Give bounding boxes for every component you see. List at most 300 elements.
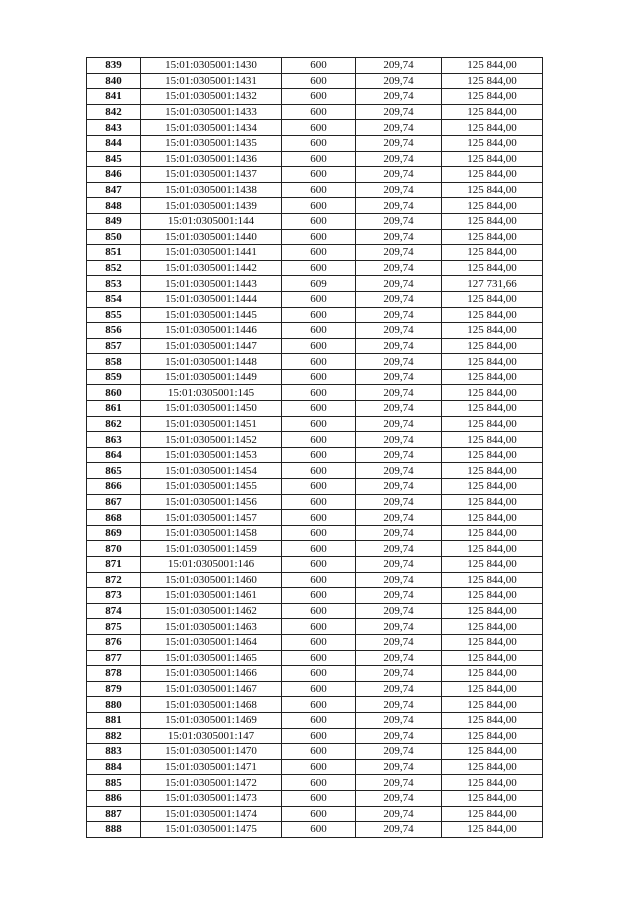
row-number-cell: 876 xyxy=(87,634,141,650)
rate-cell: 209,74 xyxy=(356,650,442,666)
cadastral-number-cell: 15:01:0305001:1462 xyxy=(141,603,282,619)
table-row xyxy=(87,354,543,370)
row-number-cell: 863 xyxy=(87,432,141,448)
amount-cell: 125 844,00 xyxy=(442,369,543,385)
table-row xyxy=(87,432,543,448)
table-row xyxy=(87,479,543,495)
rate-cell: 209,74 xyxy=(356,479,442,495)
row-number-cell: 870 xyxy=(87,541,141,557)
area-cell: 600 xyxy=(282,463,356,479)
table-row xyxy=(87,494,543,510)
row-number-cell: 845 xyxy=(87,151,141,167)
rate-cell: 209,74 xyxy=(356,135,442,151)
rate-cell: 209,74 xyxy=(356,416,442,432)
area-cell: 600 xyxy=(282,385,356,401)
row-number-cell: 850 xyxy=(87,229,141,245)
row-number-cell: 879 xyxy=(87,681,141,697)
cadastral-number-cell: 15:01:0305001:1441 xyxy=(141,245,282,261)
amount-cell: 125 844,00 xyxy=(442,354,543,370)
row-number-cell: 847 xyxy=(87,182,141,198)
amount-cell: 125 844,00 xyxy=(442,479,543,495)
rate-cell: 209,74 xyxy=(356,634,442,650)
rate-cell: 209,74 xyxy=(356,167,442,183)
table-row xyxy=(87,525,543,541)
rate-cell: 209,74 xyxy=(356,307,442,323)
cadastral-number-cell: 15:01:0305001:1452 xyxy=(141,432,282,448)
amount-cell: 125 844,00 xyxy=(442,401,543,417)
rate-cell: 209,74 xyxy=(356,120,442,136)
row-number-cell: 878 xyxy=(87,666,141,682)
row-number-cell: 864 xyxy=(87,447,141,463)
cadastral-number-cell: 15:01:0305001:1436 xyxy=(141,151,282,167)
cadastral-number-cell: 15:01:0305001:1458 xyxy=(141,525,282,541)
amount-cell: 125 844,00 xyxy=(442,323,543,339)
row-number-cell: 846 xyxy=(87,167,141,183)
area-cell: 600 xyxy=(282,307,356,323)
cadastral-number-cell: 15:01:0305001:1463 xyxy=(141,619,282,635)
cadastral-number-cell: 15:01:0305001:1453 xyxy=(141,447,282,463)
table-row xyxy=(87,245,543,261)
table-row xyxy=(87,822,543,838)
amount-cell: 125 844,00 xyxy=(442,260,543,276)
row-number-cell: 860 xyxy=(87,385,141,401)
amount-cell: 125 844,00 xyxy=(442,634,543,650)
cadastral-number-cell: 15:01:0305001:1431 xyxy=(141,73,282,89)
rate-cell: 209,74 xyxy=(356,666,442,682)
table-row xyxy=(87,775,543,791)
cadastral-number-cell: 15:01:0305001:1454 xyxy=(141,463,282,479)
amount-cell: 125 844,00 xyxy=(442,712,543,728)
row-number-cell: 880 xyxy=(87,697,141,713)
row-number-cell: 887 xyxy=(87,806,141,822)
cadastral-number-cell: 15:01:0305001:1472 xyxy=(141,775,282,791)
amount-cell: 125 844,00 xyxy=(442,213,543,229)
row-number-cell: 881 xyxy=(87,712,141,728)
cadastral-number-cell: 15:01:0305001:1437 xyxy=(141,167,282,183)
rate-cell: 209,74 xyxy=(356,276,442,292)
table-row xyxy=(87,323,543,339)
rate-cell: 209,74 xyxy=(356,385,442,401)
amount-cell: 125 844,00 xyxy=(442,385,543,401)
row-number-cell: 861 xyxy=(87,401,141,417)
table-row xyxy=(87,557,543,573)
row-number-cell: 859 xyxy=(87,369,141,385)
row-number-cell: 848 xyxy=(87,198,141,214)
table-row xyxy=(87,120,543,136)
cadastral-number-cell: 15:01:0305001:1443 xyxy=(141,276,282,292)
rate-cell: 209,74 xyxy=(356,744,442,760)
area-cell: 600 xyxy=(282,58,356,74)
row-number-cell: 855 xyxy=(87,307,141,323)
cadastral-number-cell: 15:01:0305001:1446 xyxy=(141,323,282,339)
cadastral-number-cell: 15:01:0305001:1475 xyxy=(141,822,282,838)
rate-cell: 209,74 xyxy=(356,775,442,791)
area-cell: 600 xyxy=(282,338,356,354)
rate-cell: 209,74 xyxy=(356,245,442,261)
row-number-cell: 868 xyxy=(87,510,141,526)
amount-cell: 125 844,00 xyxy=(442,494,543,510)
rate-cell: 209,74 xyxy=(356,104,442,120)
cadastral-number-cell: 15:01:0305001:1461 xyxy=(141,588,282,604)
table-row xyxy=(87,572,543,588)
row-number-cell: 851 xyxy=(87,245,141,261)
row-number-cell: 852 xyxy=(87,260,141,276)
row-number-cell: 886 xyxy=(87,790,141,806)
cadastral-number-cell: 15:01:0305001:1438 xyxy=(141,182,282,198)
rate-cell: 209,74 xyxy=(356,58,442,74)
area-cell: 600 xyxy=(282,104,356,120)
amount-cell: 125 844,00 xyxy=(442,463,543,479)
area-cell: 600 xyxy=(282,744,356,760)
row-number-cell: 869 xyxy=(87,525,141,541)
rate-cell: 209,74 xyxy=(356,463,442,479)
table-row xyxy=(87,58,543,74)
rate-cell: 209,74 xyxy=(356,369,442,385)
amount-cell: 125 844,00 xyxy=(442,775,543,791)
area-cell: 600 xyxy=(282,447,356,463)
cadastral-number-cell: 15:01:0305001:1442 xyxy=(141,260,282,276)
amount-cell: 125 844,00 xyxy=(442,650,543,666)
cadastral-number-cell: 15:01:0305001:144 xyxy=(141,213,282,229)
row-number-cell: 853 xyxy=(87,276,141,292)
amount-cell: 125 844,00 xyxy=(442,198,543,214)
amount-cell: 125 844,00 xyxy=(442,307,543,323)
rate-cell: 209,74 xyxy=(356,790,442,806)
table-row xyxy=(87,338,543,354)
area-cell: 600 xyxy=(282,525,356,541)
cadastral-number-cell: 15:01:0305001:1455 xyxy=(141,479,282,495)
amount-cell: 125 844,00 xyxy=(442,104,543,120)
row-number-cell: 871 xyxy=(87,557,141,573)
amount-cell: 125 844,00 xyxy=(442,229,543,245)
table-row xyxy=(87,650,543,666)
cadastral-number-cell: 15:01:0305001:1467 xyxy=(141,681,282,697)
table-row xyxy=(87,790,543,806)
rate-cell: 209,74 xyxy=(356,432,442,448)
cadastral-number-cell: 15:01:0305001:1433 xyxy=(141,104,282,120)
table-row xyxy=(87,167,543,183)
amount-cell: 125 844,00 xyxy=(442,557,543,573)
area-cell: 600 xyxy=(282,198,356,214)
table-row xyxy=(87,588,543,604)
rate-cell: 209,74 xyxy=(356,510,442,526)
rate-cell: 209,74 xyxy=(356,494,442,510)
row-number-cell: 841 xyxy=(87,89,141,105)
area-cell: 600 xyxy=(282,619,356,635)
area-cell: 600 xyxy=(282,213,356,229)
amount-cell: 125 844,00 xyxy=(442,681,543,697)
table-row xyxy=(87,385,543,401)
amount-cell: 127 731,66 xyxy=(442,276,543,292)
cadastral-number-cell: 15:01:0305001:1448 xyxy=(141,354,282,370)
rate-cell: 209,74 xyxy=(356,291,442,307)
amount-cell: 125 844,00 xyxy=(442,822,543,838)
amount-cell: 125 844,00 xyxy=(442,541,543,557)
rate-cell: 209,74 xyxy=(356,712,442,728)
row-number-cell: 839 xyxy=(87,58,141,74)
table-row xyxy=(87,603,543,619)
cadastral-number-cell: 15:01:0305001:1440 xyxy=(141,229,282,245)
area-cell: 600 xyxy=(282,151,356,167)
table-row xyxy=(87,89,543,105)
amount-cell: 125 844,00 xyxy=(442,151,543,167)
cadastral-number-cell: 15:01:0305001:1464 xyxy=(141,634,282,650)
area-cell: 600 xyxy=(282,541,356,557)
area-cell: 600 xyxy=(282,291,356,307)
rate-cell: 209,74 xyxy=(356,198,442,214)
cadastral-number-cell: 15:01:0305001:1444 xyxy=(141,291,282,307)
rate-cell: 209,74 xyxy=(356,323,442,339)
area-cell: 600 xyxy=(282,666,356,682)
row-number-cell: 857 xyxy=(87,338,141,354)
amount-cell: 125 844,00 xyxy=(442,790,543,806)
amount-cell: 125 844,00 xyxy=(442,588,543,604)
table-row xyxy=(87,213,543,229)
cadastral-number-cell: 15:01:0305001:1456 xyxy=(141,494,282,510)
table-row xyxy=(87,697,543,713)
row-number-cell: 842 xyxy=(87,104,141,120)
rate-cell: 209,74 xyxy=(356,447,442,463)
cadastral-number-cell: 15:01:0305001:1447 xyxy=(141,338,282,354)
amount-cell: 125 844,00 xyxy=(442,697,543,713)
amount-cell: 125 844,00 xyxy=(442,416,543,432)
rate-cell: 209,74 xyxy=(356,213,442,229)
row-number-cell: 866 xyxy=(87,479,141,495)
row-number-cell: 867 xyxy=(87,494,141,510)
area-cell: 600 xyxy=(282,182,356,198)
cadastral-number-cell: 15:01:0305001:1449 xyxy=(141,369,282,385)
amount-cell: 125 844,00 xyxy=(442,245,543,261)
amount-cell: 125 844,00 xyxy=(442,432,543,448)
rate-cell: 209,74 xyxy=(356,681,442,697)
area-cell: 600 xyxy=(282,697,356,713)
cadastral-number-cell: 15:01:0305001:1450 xyxy=(141,401,282,417)
rate-cell: 209,74 xyxy=(356,89,442,105)
table-row xyxy=(87,744,543,760)
amount-cell: 125 844,00 xyxy=(442,135,543,151)
area-cell: 600 xyxy=(282,416,356,432)
area-cell: 600 xyxy=(282,588,356,604)
rate-cell: 209,74 xyxy=(356,182,442,198)
area-cell: 600 xyxy=(282,572,356,588)
parcel-table xyxy=(86,57,543,838)
rate-cell: 209,74 xyxy=(356,822,442,838)
table-row xyxy=(87,276,543,292)
table-row xyxy=(87,728,543,744)
cadastral-number-cell: 15:01:0305001:1459 xyxy=(141,541,282,557)
table-row xyxy=(87,307,543,323)
rate-cell: 209,74 xyxy=(356,697,442,713)
amount-cell: 125 844,00 xyxy=(442,525,543,541)
area-cell: 600 xyxy=(282,167,356,183)
table-row xyxy=(87,135,543,151)
row-number-cell: 840 xyxy=(87,73,141,89)
rate-cell: 209,74 xyxy=(356,603,442,619)
parcel-table-body xyxy=(87,58,543,838)
table-row xyxy=(87,712,543,728)
amount-cell: 125 844,00 xyxy=(442,58,543,74)
cadastral-number-cell: 15:01:0305001:1474 xyxy=(141,806,282,822)
table-row xyxy=(87,291,543,307)
table-row xyxy=(87,463,543,479)
area-cell: 600 xyxy=(282,369,356,385)
area-cell: 600 xyxy=(282,245,356,261)
cadastral-number-cell: 15:01:0305001:1470 xyxy=(141,744,282,760)
row-number-cell: 856 xyxy=(87,323,141,339)
area-cell: 600 xyxy=(282,728,356,744)
table-row xyxy=(87,806,543,822)
area-cell: 600 xyxy=(282,790,356,806)
area-cell: 600 xyxy=(282,432,356,448)
cadastral-number-cell: 15:01:0305001:1460 xyxy=(141,572,282,588)
amount-cell: 125 844,00 xyxy=(442,806,543,822)
table-row xyxy=(87,619,543,635)
cadastral-number-cell: 15:01:0305001:1473 xyxy=(141,790,282,806)
row-number-cell: 858 xyxy=(87,354,141,370)
cadastral-number-cell: 15:01:0305001:147 xyxy=(141,728,282,744)
amount-cell: 125 844,00 xyxy=(442,619,543,635)
cadastral-number-cell: 15:01:0305001:1457 xyxy=(141,510,282,526)
amount-cell: 125 844,00 xyxy=(442,120,543,136)
row-number-cell: 884 xyxy=(87,759,141,775)
amount-cell: 125 844,00 xyxy=(442,89,543,105)
table-row xyxy=(87,182,543,198)
cadastral-number-cell: 15:01:0305001:1465 xyxy=(141,650,282,666)
rate-cell: 209,74 xyxy=(356,806,442,822)
rate-cell: 209,74 xyxy=(356,541,442,557)
area-cell: 600 xyxy=(282,510,356,526)
area-cell: 600 xyxy=(282,260,356,276)
amount-cell: 125 844,00 xyxy=(442,759,543,775)
table-row xyxy=(87,759,543,775)
area-cell: 600 xyxy=(282,323,356,339)
rate-cell: 209,74 xyxy=(356,557,442,573)
area-cell: 600 xyxy=(282,135,356,151)
area-cell: 600 xyxy=(282,479,356,495)
rate-cell: 209,74 xyxy=(356,619,442,635)
row-number-cell: 888 xyxy=(87,822,141,838)
cadastral-number-cell: 15:01:0305001:1430 xyxy=(141,58,282,74)
cadastral-number-cell: 15:01:0305001:1445 xyxy=(141,307,282,323)
row-number-cell: 862 xyxy=(87,416,141,432)
table-row xyxy=(87,681,543,697)
area-cell: 600 xyxy=(282,494,356,510)
amount-cell: 125 844,00 xyxy=(442,167,543,183)
row-number-cell: 854 xyxy=(87,291,141,307)
amount-cell: 125 844,00 xyxy=(442,73,543,89)
area-cell: 600 xyxy=(282,712,356,728)
amount-cell: 125 844,00 xyxy=(442,666,543,682)
area-cell: 600 xyxy=(282,120,356,136)
cadastral-number-cell: 15:01:0305001:1471 xyxy=(141,759,282,775)
table-row xyxy=(87,198,543,214)
amount-cell: 125 844,00 xyxy=(442,603,543,619)
cadastral-number-cell: 15:01:0305001:1434 xyxy=(141,120,282,136)
area-cell: 600 xyxy=(282,822,356,838)
rate-cell: 209,74 xyxy=(356,759,442,775)
area-cell: 600 xyxy=(282,557,356,573)
area-cell: 600 xyxy=(282,650,356,666)
rate-cell: 209,74 xyxy=(356,151,442,167)
cadastral-number-cell: 15:01:0305001:1466 xyxy=(141,666,282,682)
amount-cell: 125 844,00 xyxy=(442,744,543,760)
table-row xyxy=(87,369,543,385)
area-cell: 600 xyxy=(282,775,356,791)
cadastral-number-cell: 15:01:0305001:1439 xyxy=(141,198,282,214)
row-number-cell: 885 xyxy=(87,775,141,791)
cadastral-number-cell: 15:01:0305001:1468 xyxy=(141,697,282,713)
amount-cell: 125 844,00 xyxy=(442,510,543,526)
table-row xyxy=(87,541,543,557)
table-row xyxy=(87,416,543,432)
area-cell: 600 xyxy=(282,89,356,105)
area-cell: 600 xyxy=(282,354,356,370)
rate-cell: 209,74 xyxy=(356,260,442,276)
table-row xyxy=(87,510,543,526)
area-cell: 600 xyxy=(282,634,356,650)
area-cell: 600 xyxy=(282,603,356,619)
rate-cell: 209,74 xyxy=(356,229,442,245)
row-number-cell: 843 xyxy=(87,120,141,136)
area-cell: 600 xyxy=(282,401,356,417)
area-cell: 600 xyxy=(282,73,356,89)
row-number-cell: 873 xyxy=(87,588,141,604)
row-number-cell: 882 xyxy=(87,728,141,744)
table-row xyxy=(87,104,543,120)
row-number-cell: 877 xyxy=(87,650,141,666)
row-number-cell: 844 xyxy=(87,135,141,151)
rate-cell: 209,74 xyxy=(356,338,442,354)
cadastral-number-cell: 15:01:0305001:1432 xyxy=(141,89,282,105)
rate-cell: 209,74 xyxy=(356,525,442,541)
amount-cell: 125 844,00 xyxy=(442,728,543,744)
amount-cell: 125 844,00 xyxy=(442,572,543,588)
table-row xyxy=(87,666,543,682)
row-number-cell: 872 xyxy=(87,572,141,588)
table-row xyxy=(87,151,543,167)
area-cell: 600 xyxy=(282,806,356,822)
table-row xyxy=(87,447,543,463)
table-row xyxy=(87,229,543,245)
cadastral-number-cell: 15:01:0305001:145 xyxy=(141,385,282,401)
rate-cell: 209,74 xyxy=(356,728,442,744)
amount-cell: 125 844,00 xyxy=(442,182,543,198)
table-row xyxy=(87,260,543,276)
row-number-cell: 849 xyxy=(87,213,141,229)
area-cell: 609 xyxy=(282,276,356,292)
rate-cell: 209,74 xyxy=(356,73,442,89)
rate-cell: 209,74 xyxy=(356,401,442,417)
row-number-cell: 865 xyxy=(87,463,141,479)
rate-cell: 209,74 xyxy=(356,572,442,588)
table-row xyxy=(87,634,543,650)
amount-cell: 125 844,00 xyxy=(442,338,543,354)
amount-cell: 125 844,00 xyxy=(442,291,543,307)
amount-cell: 125 844,00 xyxy=(442,447,543,463)
cadastral-number-cell: 15:01:0305001:146 xyxy=(141,557,282,573)
table-row xyxy=(87,73,543,89)
rate-cell: 209,74 xyxy=(356,588,442,604)
table-row xyxy=(87,401,543,417)
row-number-cell: 875 xyxy=(87,619,141,635)
area-cell: 600 xyxy=(282,229,356,245)
area-cell: 600 xyxy=(282,759,356,775)
area-cell: 600 xyxy=(282,681,356,697)
row-number-cell: 883 xyxy=(87,744,141,760)
rate-cell: 209,74 xyxy=(356,354,442,370)
cadastral-number-cell: 15:01:0305001:1469 xyxy=(141,712,282,728)
row-number-cell: 874 xyxy=(87,603,141,619)
